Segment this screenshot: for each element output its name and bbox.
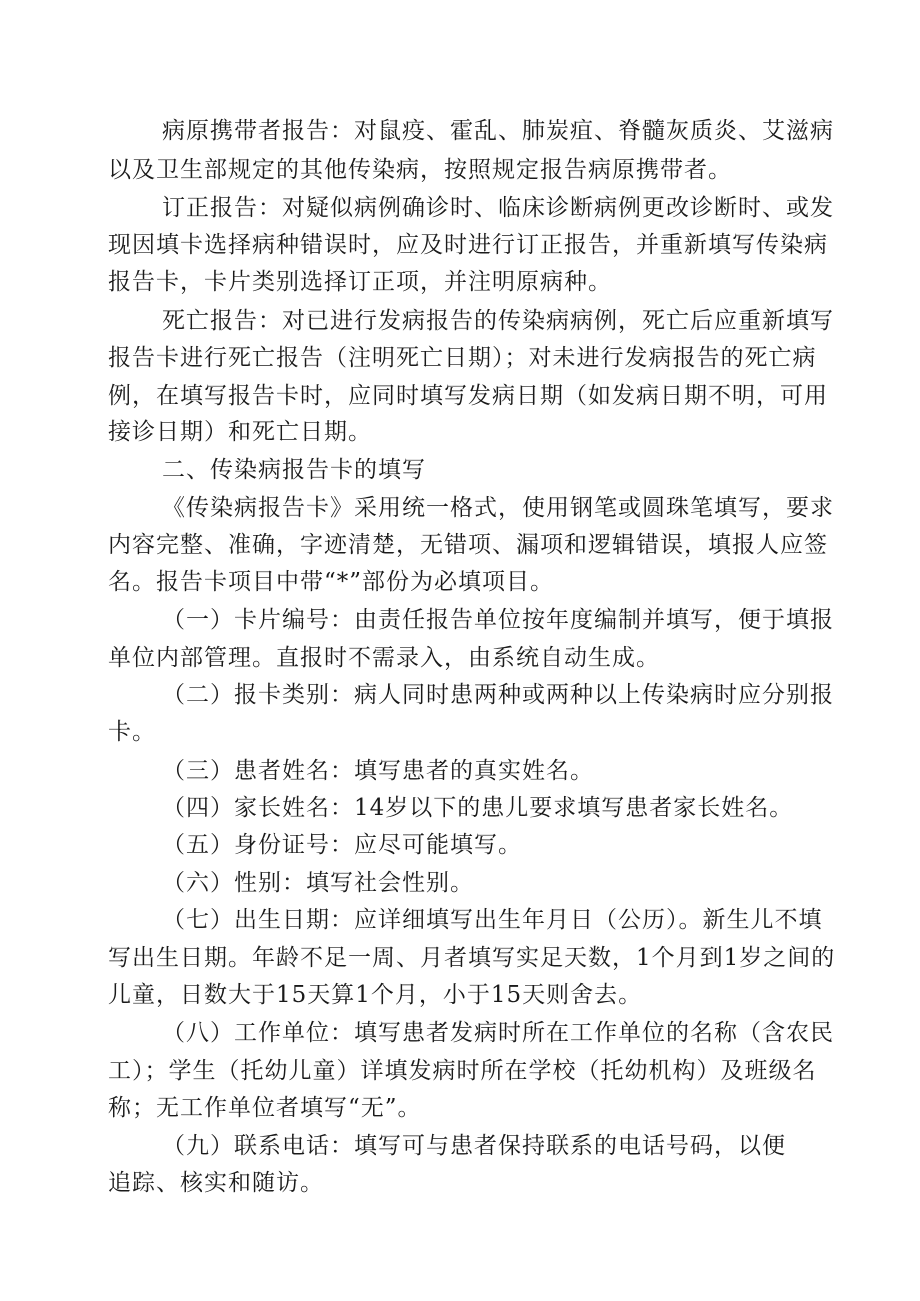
paragraph-line: 单位内部管理。直报时不需录入，由系统自动生成。	[108, 645, 660, 671]
paragraph-line: 死亡报告：对已进行发病报告的传染病病例，死亡后应重新填写	[162, 308, 834, 334]
paragraph-line: 报告卡进行死亡报告（注明死亡日期）；对未进行发病报告的死亡病	[108, 345, 817, 371]
paragraph-line: 称；无工作单位者填写“无”。	[108, 1095, 422, 1121]
paragraph-line: 写出生日期。年龄不足一周、月者填写实足天数，1个月到1岁之间的	[108, 945, 836, 971]
paragraph-line: 报告卡，卡片类别选择订正项，并注明原病种。	[108, 269, 612, 295]
paragraph-line: 以及卫生部规定的其他传染病，按照规定报告病原携带者。	[108, 157, 732, 183]
paragraph-line: （六）性别：填写社会性别。	[162, 870, 474, 896]
paragraph-line: 病原携带者报告：对鼠疫、霍乱、肺炭疽、脊髓灰质炎、艾滋病	[162, 118, 834, 144]
paragraph-line: 接诊日期）和死亡日期。	[108, 419, 372, 445]
paragraph-line: （八）工作单位：填写患者发病时所在工作单位的名称（含农民	[162, 1020, 834, 1046]
section-heading: 二、传染病报告卡的填写	[162, 457, 426, 483]
paragraph-line: （二）报卡类别：病人同时患两种或两种以上传染病时应分别报	[162, 682, 834, 708]
paragraph-line: （四）家长姓名：14岁以下的患儿要求填写患者家长姓名。	[162, 795, 794, 821]
paragraph-line: 现因填卡选择病种错误时，应及时进行订正报告，并重新填写传染病	[108, 232, 828, 258]
paragraph-line: 例，在填写报告卡时，应同时填写发病日期（如发病日期不明，可用	[108, 383, 828, 409]
paragraph-line: （五）身份证号：应尽可能填写。	[162, 832, 522, 858]
paragraph-line: 订正报告：对疑似病例确诊时、临床诊断病例更改诊断时、或发	[162, 195, 834, 221]
paragraph-line: 工）；学生（托幼儿童）详填发病时所在学校（托幼机构）及班级名	[108, 1058, 817, 1084]
paragraph-line: （七）出生日期：应详细填写出生年月日（公历）。新生儿不填	[162, 907, 823, 933]
paragraph-line: 儿童，日数大于15天算1个月，小于15天则舍去。	[108, 982, 643, 1008]
paragraph-line: （三）患者姓名：填写患者的真实姓名。	[162, 758, 594, 784]
paragraph-line: （一）卡片编号：由责任报告单位按年度编制并填写，便于填报	[162, 607, 834, 633]
paragraph-line: 追踪、核实和随访。	[108, 1170, 324, 1196]
paragraph-line: 卡。	[108, 719, 156, 745]
paragraph-line: 名。报告卡项目中带“*”部份为必填项目。	[108, 569, 555, 595]
paragraph-line: 《传染病报告卡》采用统一格式，使用钢笔或圆珠笔填写，要求	[162, 495, 834, 521]
paragraph-line: （九）联系电话：填写可与患者保持联系的电话号码，以便	[162, 1133, 786, 1159]
paragraph-line: 内容完整、准确，字迹清楚，无错项、漏项和逻辑错误，填报人应签	[108, 532, 828, 558]
